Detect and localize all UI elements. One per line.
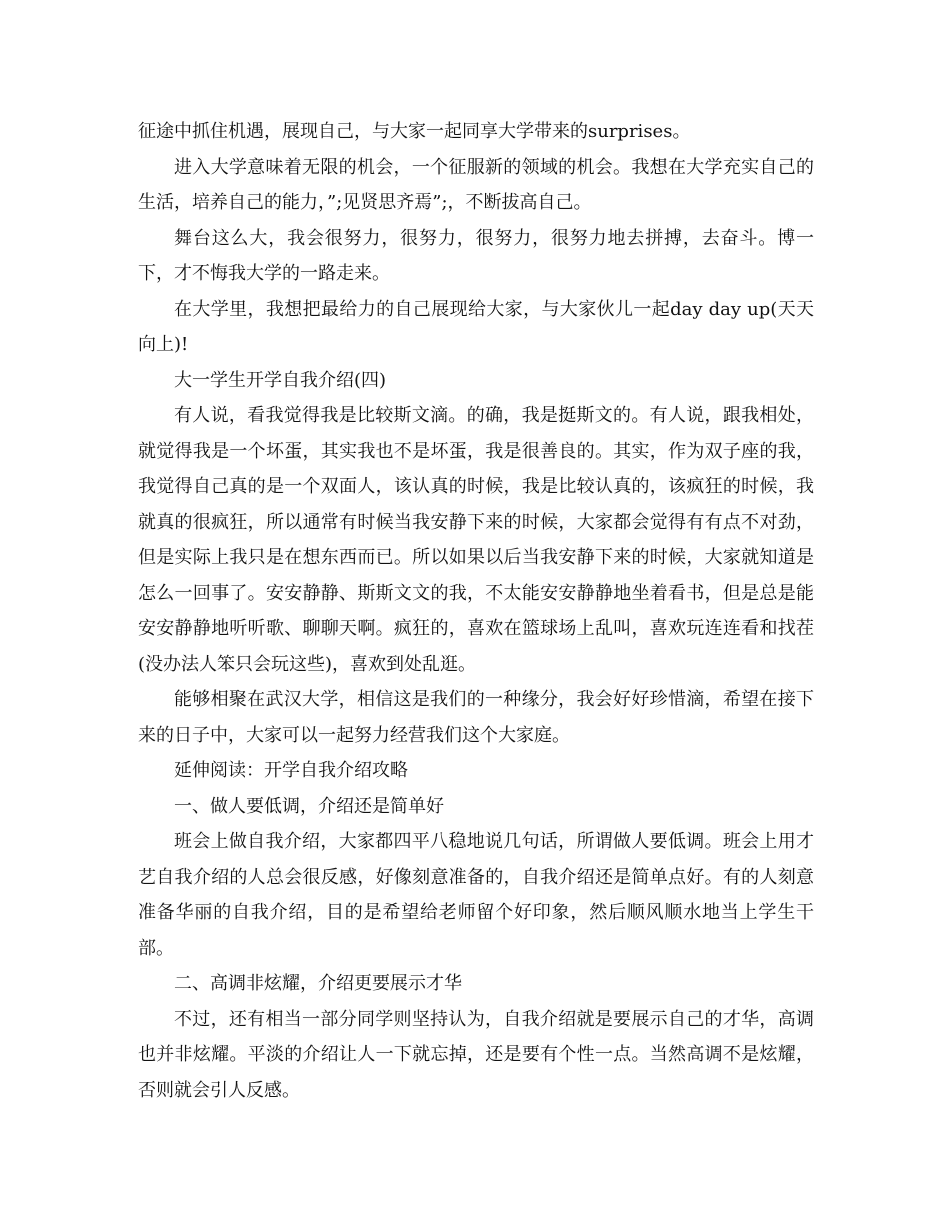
paragraph-low-key: 班会上做自我介绍，大家都四平八稳地说几句话，所谓做人要低调。班会上用才艺自我介绍的人总会很反感，好像刻意准备的，自我介绍还是简单点好。有的人刻意准备华丽的自我介绍，目的是希望给老师留个好印象，然后顺风顺水地当上学生干部。 xyxy=(138,831,814,959)
paragraph-university-opportunity: 进入大学意味着无限的机会，一个征服新的领域的机会。我想在大学充实自己的生活，培养自己的能力，”;见贤思齐焉”;，不断拔高自己。 xyxy=(138,156,814,213)
paragraph-day-day-up: 在大学里，我想把最给力的自己展现给大家，与大家伙儿一起day day up(天天向上)! xyxy=(138,298,814,355)
paragraph-continuation: 征途中抓住机遇，展现自己，与大家一起同享大学带来的surprises。 xyxy=(138,121,691,142)
paragraph-personality: 有人说，看我觉得我是比较斯文滴。的确，我是挺斯文的。有人说，跟我相处，就觉得我是一个坏蛋，其实我也不是坏蛋，我是很善良的。其实，作为双子座的我，我觉得自己真的是一个双面人，该认真的时候，我是比较认真的，该疯狂的时候，我就真的很疯狂，所以通常有时候当我安静下来的时候，大家都会觉得有有点不对劲，但是实际上我只是在想东西而已。所以如果以后当我安静下来的时候，大家就知道是怎么一回事了。安安静静、斯斯文文的我，不太能安安静静地坐着看书，但是总是能安安静静地听听歌、聊聊天啊。疯狂的，喜欢在篮球场上乱叫，喜欢玩连连看和找茬(没办法人笨只会玩这些)，喜欢到处乱逛。 xyxy=(138,405,814,675)
paragraph-high-profile: 不过，还有相当一部分同学则坚持认为，自我介绍就是要展示自己的才华，高调也并非炫耀。平淡的介绍让人一下就忘掉，还是要有个性一点。当然高调不是炫耀，否则就会引人反感。 xyxy=(138,1008,814,1101)
paragraph-wuhan-university: 能够相聚在武汉大学，相信这是我们的一种缘分，我会好好珍惜滴，希望在接下来的日子中，大家可以一起努力经营我们这个大家庭。 xyxy=(138,689,814,746)
subheading-low-key: 一、做人要低调，介绍还是简单好 xyxy=(174,795,444,817)
document-body xyxy=(138,114,814,1108)
subheading-high-profile: 二、高调非炫耀，介绍更要展示才华 xyxy=(174,973,462,994)
paragraph-stage-effort: 舞台这么大，我会很努力，很努力，很努力，很努力地去拼搏，去奋斗。博一下，才不悔我大学的一路走来。 xyxy=(138,227,814,284)
section-heading-intro-four: 大一学生开学自我介绍(四) xyxy=(174,369,387,391)
section-heading-extended-reading: 延伸阅读：开学自我介绍攻略 xyxy=(174,760,408,781)
